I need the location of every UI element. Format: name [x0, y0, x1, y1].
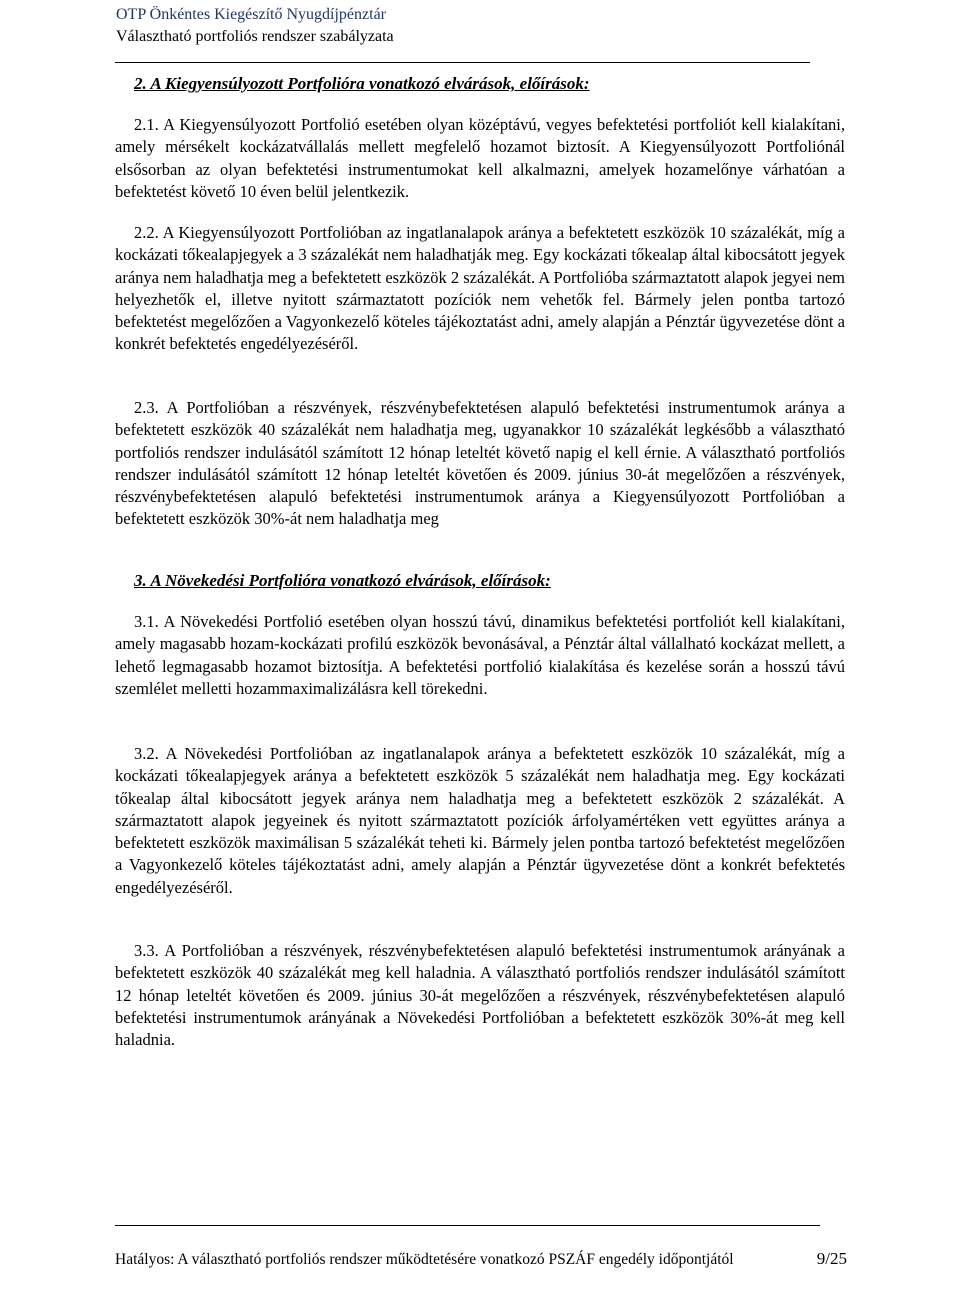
paragraph-2-3: 2.3. A Portfolióban a részvények, részvénybefektetésen alapuló befektetési instrumentumok aránya a befektetett eszközök 40 százalékát nem haladhatja meg, ugyanakkor 10 százalékát legkésőbb a választható portfoliós rendszer indulásától számított 12 hónap leteltét követő napig el kell érnie. A választható portfoliós rendszer indulásától számított 12 hónap leteltét követően és 2009. június 30-át megelőzően a részvények, részvénybefektetésen alapuló befektetési instrumentumok aránya a Kiegyensúlyozott Portfolióban a befektetett eszközök 30%-át nem haladhatja meg	[115, 398, 845, 529]
header-document-title: Választható portfoliós rendszer szabályzata	[116, 28, 394, 45]
page-footer	[115, 1250, 847, 1270]
section-2-heading: 2. A Kiegyensúlyozott Portfolióra vonatkozó elvárások, előírások:	[134, 74, 590, 93]
page-number: 9/25	[816, 1249, 847, 1268]
page-header	[116, 4, 394, 48]
paragraph-2-2: 2.2. A Kiegyensúlyozott Portfolióban az ingatlanalapok aránya a befektetett eszközök 10 százalékát, míg a kockázati tőkealapjegyek a 3 százalékát nem haladhatják meg. Egy kockázati tőkealap által kibocsátott jegyek aránya nem haladhatja meg a befektetett eszközök 2 százalékát. A Portfolióba származtatott alapok jegyei nem helyezhetők el, illetve nyitott származtatott pozíciók nem vehetők fel. Bármely jelen pontba tartozó befektetést megelőzően a Vagyonkezelő köteles tájékoztatást adni, amely alapján a Pénztár ügyvezetése dönt a konkrét befektetés engedélyezéséről.	[115, 223, 845, 354]
header-rule	[115, 62, 810, 63]
paragraph-3-2: 3.2. A Növekedési Portfolióban az ingatlanalapok aránya a befektetett eszközök 10 százalékát, míg a kockázati tőkealapjegyek aránya a befektetett eszközök 5 százalékát nem haladhatja meg. Egy kockázati tőkealap által kibocsátott jegyek aránya nem haladhatja meg a befektetett eszközök 2 százalékát. A származtatott alapok jegyeinek és nyitott származtatott pozíciók árfolyamértéken vett együttes aránya a befektetett eszközök maximálisan 5 százalékát teheti ki. Bármely jelen pontba tartozó befektetést megelőzően a Vagyonkezelő köteles tájékoztatást adni, amely alapján a Pénztár ügyvezetése dönt a konkrét befektetés engedélyezéséről.	[115, 744, 845, 897]
footer-rule	[115, 1225, 820, 1226]
paragraph-3-3: 3.3. A Portfolióban a részvények, részvénybefektetésen alapuló befektetési instrumentumok arányának a befektetett eszközök 40 százalékát meg kell haladnia. A választható portfoliós rendszer indulásától számított 12 hónap leteltét követően és 2009. június 30-át megelőzően a részvények, részvénybefektetésen alapuló befektetési instrumentumok arányának a Növekedési Portfolióban a befektetett eszközök 30%-át meg kell haladnia.	[115, 941, 845, 1050]
section-3-heading: 3. A Növekedési Portfolióra vonatkozó elvárások, előírások:	[134, 571, 551, 590]
paragraph-3-1: 3.1. A Növekedési Portfolió esetében olyan hosszú távú, dinamikus befektetési portfoliót kell kialakítani, amely magasabb hozam-kockázati profilú eszközök bevonásával, a Pénztár által vállalható kockázat mellett, a lehető legmagasabb hozamot biztosítja. A befektetési portfolió kialakítása és kezelése során a hosszú távú szemlélet melletti hozammaximalizálásra kell törekedni.	[115, 612, 845, 698]
footer-effective-text: Hatályos: A választható portfoliós rendszer működtetésére vonatkozó PSZÁF engedély időpontjától	[115, 1251, 734, 1268]
header-organization: OTP Önkéntes Kiegészítő Nyugdíjpénztár	[116, 6, 387, 23]
paragraph-2-1: 2.1. A Kiegyensúlyozott Portfolió esetében olyan középtávú, vegyes befektetési portfoliót kell kialakítani, amely mérsékelt kockázatvállalás mellett megfelelő hozamot biztosít. A Kiegyensúlyozott Portfoliónál elsősorban az olyan befektetési instrumentumokat kell alkalmazni, amelyek hozamelőnye várhatóan a befektetést követő 10 éven belül jelentkezik.	[115, 115, 845, 201]
